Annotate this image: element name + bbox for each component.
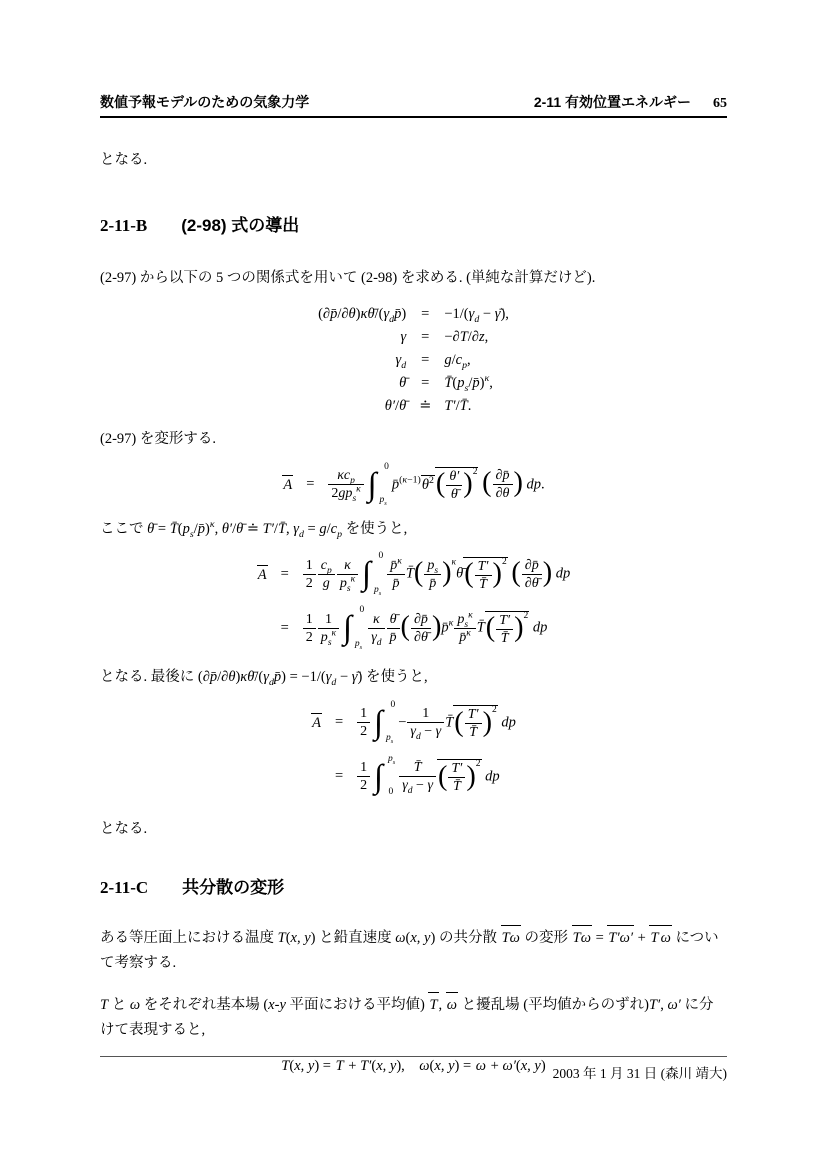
equation-row: γ = −∂T/∂z,: [400, 329, 489, 346]
equation-row: A = $\frac{1}{2}$ ∫ 0 $p_s$ − $\frac{1}{\gamma_d - \gamma}$ T̄( $\frac{T'}{T̄}$ )$^2$ dp: [312, 699, 516, 746]
equation-row: = $\frac{1}{2}$ ∫ $p_s$ 0 $\frac{T̄}{\gamma_d - \gamma}$ ( $\frac{T'}{T̄}$ )$^2$ dp: [334, 753, 500, 798]
paragraph-saigo: となる. 最後に $(\partial p̄/\partial\theta)\kappa\thetā/(\gamma_dp̄) = -1/(\gamma_d$ − γ̄) を使うと,: [100, 669, 428, 689]
paragraph-kokode: ここで θ̄ = $T̄(p_s/p̄)^\kappa$, θ′/θ̄ ≐ T′/T̄, $\gamma_d = g/c_p$ を使うと,: [100, 518, 408, 540]
equation-row: θ̄ = $T̄(p_s/p̄)^\kappa$,: [399, 373, 493, 395]
page-header: [100, 0, 727, 118]
header-page-number: 65: [713, 96, 727, 111]
section-b-number: 2-11-B: [100, 215, 148, 235]
equation-row: = $\frac{1}{2}$ 1 $p_s^\kappa$ ∫ 0 $p_s$ $\frac{\kappa}{\gamma_d}$ $\frac{\thetā}{p̄}$ ( $\frac{\partial p̄}{\partial\thetā}$ )p̄$^\kappa$ $p_s^\kappa$ p̄$^\kappa$ T̄( $\frac{T'}{T̄}$ )$^2$ dp: [280, 605, 548, 651]
paragraph-field-decomposition: T と ω をそれぞれ基本場 (x-y 平面における平均値) T, ω と擾乱場 (平均値からのずれ)T′, ω′ に分けて表現すると,: [100, 992, 727, 1043]
paragraph-tonaru-1: となる.: [100, 152, 148, 168]
paragraph-transform: (2-97) を変形する.: [100, 431, 216, 448]
paragraph-covariance-intro: ある等圧面上における温度 T(x, y) と鉛直速度 ω(x, y) の共分散 Tω の変形 Tω = T′ω′ + T ω について考察する.: [100, 925, 727, 976]
equation-block-a3: [311, 696, 516, 804]
equation-row: θ′/θ̄ ≐ T′/T̄.: [384, 398, 472, 415]
equation-block-a1: [282, 458, 544, 512]
header-right: [534, 92, 727, 112]
section-c-title: 共分散の変形: [182, 878, 285, 898]
header-book-title: 数値予報モデルのための気象力学: [100, 94, 310, 110]
header-section-title: 2-11 有効位置エネルギー: [533, 94, 691, 110]
section-heading-c: [100, 873, 727, 898]
equation-row: $\gamma_d$ = $g/c_p$,: [395, 352, 471, 372]
section-c-number: 2-11-C: [100, 878, 149, 898]
paragraph-b-intro: (2-97) から以下の 5 つの関係式を用いて (2-98) を求める. (単純な計算だけど).: [100, 269, 596, 286]
equation-row: A = $\frac{1}{2}$ $\frac{c_p}{g}$ κ $p_s^\kappa$ ∫ 0 $p_s$ $\frac{p̄^\kappa}{p̄}$ T̄( $\frac{p_s}{p̄}$ )$^\kappa$θ̄( $\frac{T'}{T̄}$ )$^2$ ( $\frac{\partial p̄}{\partial\thetā}$ ) dp: [257, 551, 571, 597]
equation-row: $(\partial p̄/\partial\theta)\kappa\thetā/(\gamma_dp̄)$ = $-1/(\gamma_d$ − γ̄),: [318, 306, 509, 326]
section-b-title: (2-98) 式の導出: [181, 215, 300, 235]
equation-row: A = $\kappa c_p$ $2gp_s^\kappa$ ∫ 0 $p_s$ $p̄^{(\kappa-1)}\theta^2$( $\frac{\theta'}{\thetā}$ )$^2$ ( $\frac{\partial p̄}{\partial\theta}$ ) dp.: [283, 461, 545, 508]
section-heading-b: [100, 211, 727, 236]
equation-decomposition: T(x, y) = T + T′(x, y), ω(x, y) = ω + ω′(x, y): [281, 1058, 546, 1075]
footer-date-author: 2003 年 1 月 31 日 (森川 靖大): [552, 1066, 727, 1081]
equation-block-relations: [318, 303, 509, 418]
equation-block-a2: [257, 547, 571, 655]
paragraph-tonaru-2: となる.: [100, 820, 148, 837]
page-footer: [100, 1056, 727, 1082]
